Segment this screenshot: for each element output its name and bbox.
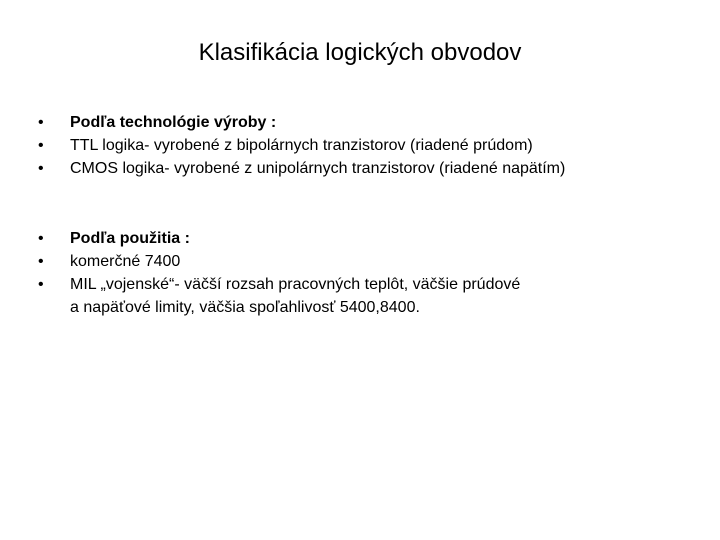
bullet-icon: •: [38, 276, 44, 293]
bullet-icon: •: [38, 160, 44, 177]
bullet-icon: •: [38, 114, 44, 131]
list-item-text: CMOS logika- vyrobené z unipolárnych tranzistorov (riadené napätím): [70, 160, 566, 177]
list-item-text-line-2: a napäťové limity, väčšia spoľahlivosť 5400,8400.: [70, 299, 420, 316]
list-item-heading: [38, 227, 698, 250]
section-heading: Podľa technológie výroby :: [70, 114, 277, 131]
section-heading: Podľa použitia :: [70, 230, 190, 247]
list-item-text-line-1: MIL „vojenské“- väčší rozsah pracovných teplôt, väčšie prúdové: [70, 276, 521, 293]
list-item: [38, 157, 698, 180]
list-item: [38, 273, 698, 319]
list-item: [38, 134, 698, 157]
list-item-heading: [38, 111, 698, 134]
technology-list: [38, 111, 698, 180]
usage-list: [38, 227, 698, 319]
slide-title: Klasifikácia logických obvodov: [198, 39, 522, 66]
bullet-icon: •: [38, 253, 44, 270]
list-item-text: TTL logika- vyrobené z bipolárnych tranzistorov (riadené prúdom): [70, 137, 533, 154]
list-item-text: komerčné 7400: [70, 253, 181, 270]
list-item: [38, 250, 698, 273]
bullet-icon: •: [38, 137, 44, 154]
bullet-icon: •: [38, 230, 44, 247]
